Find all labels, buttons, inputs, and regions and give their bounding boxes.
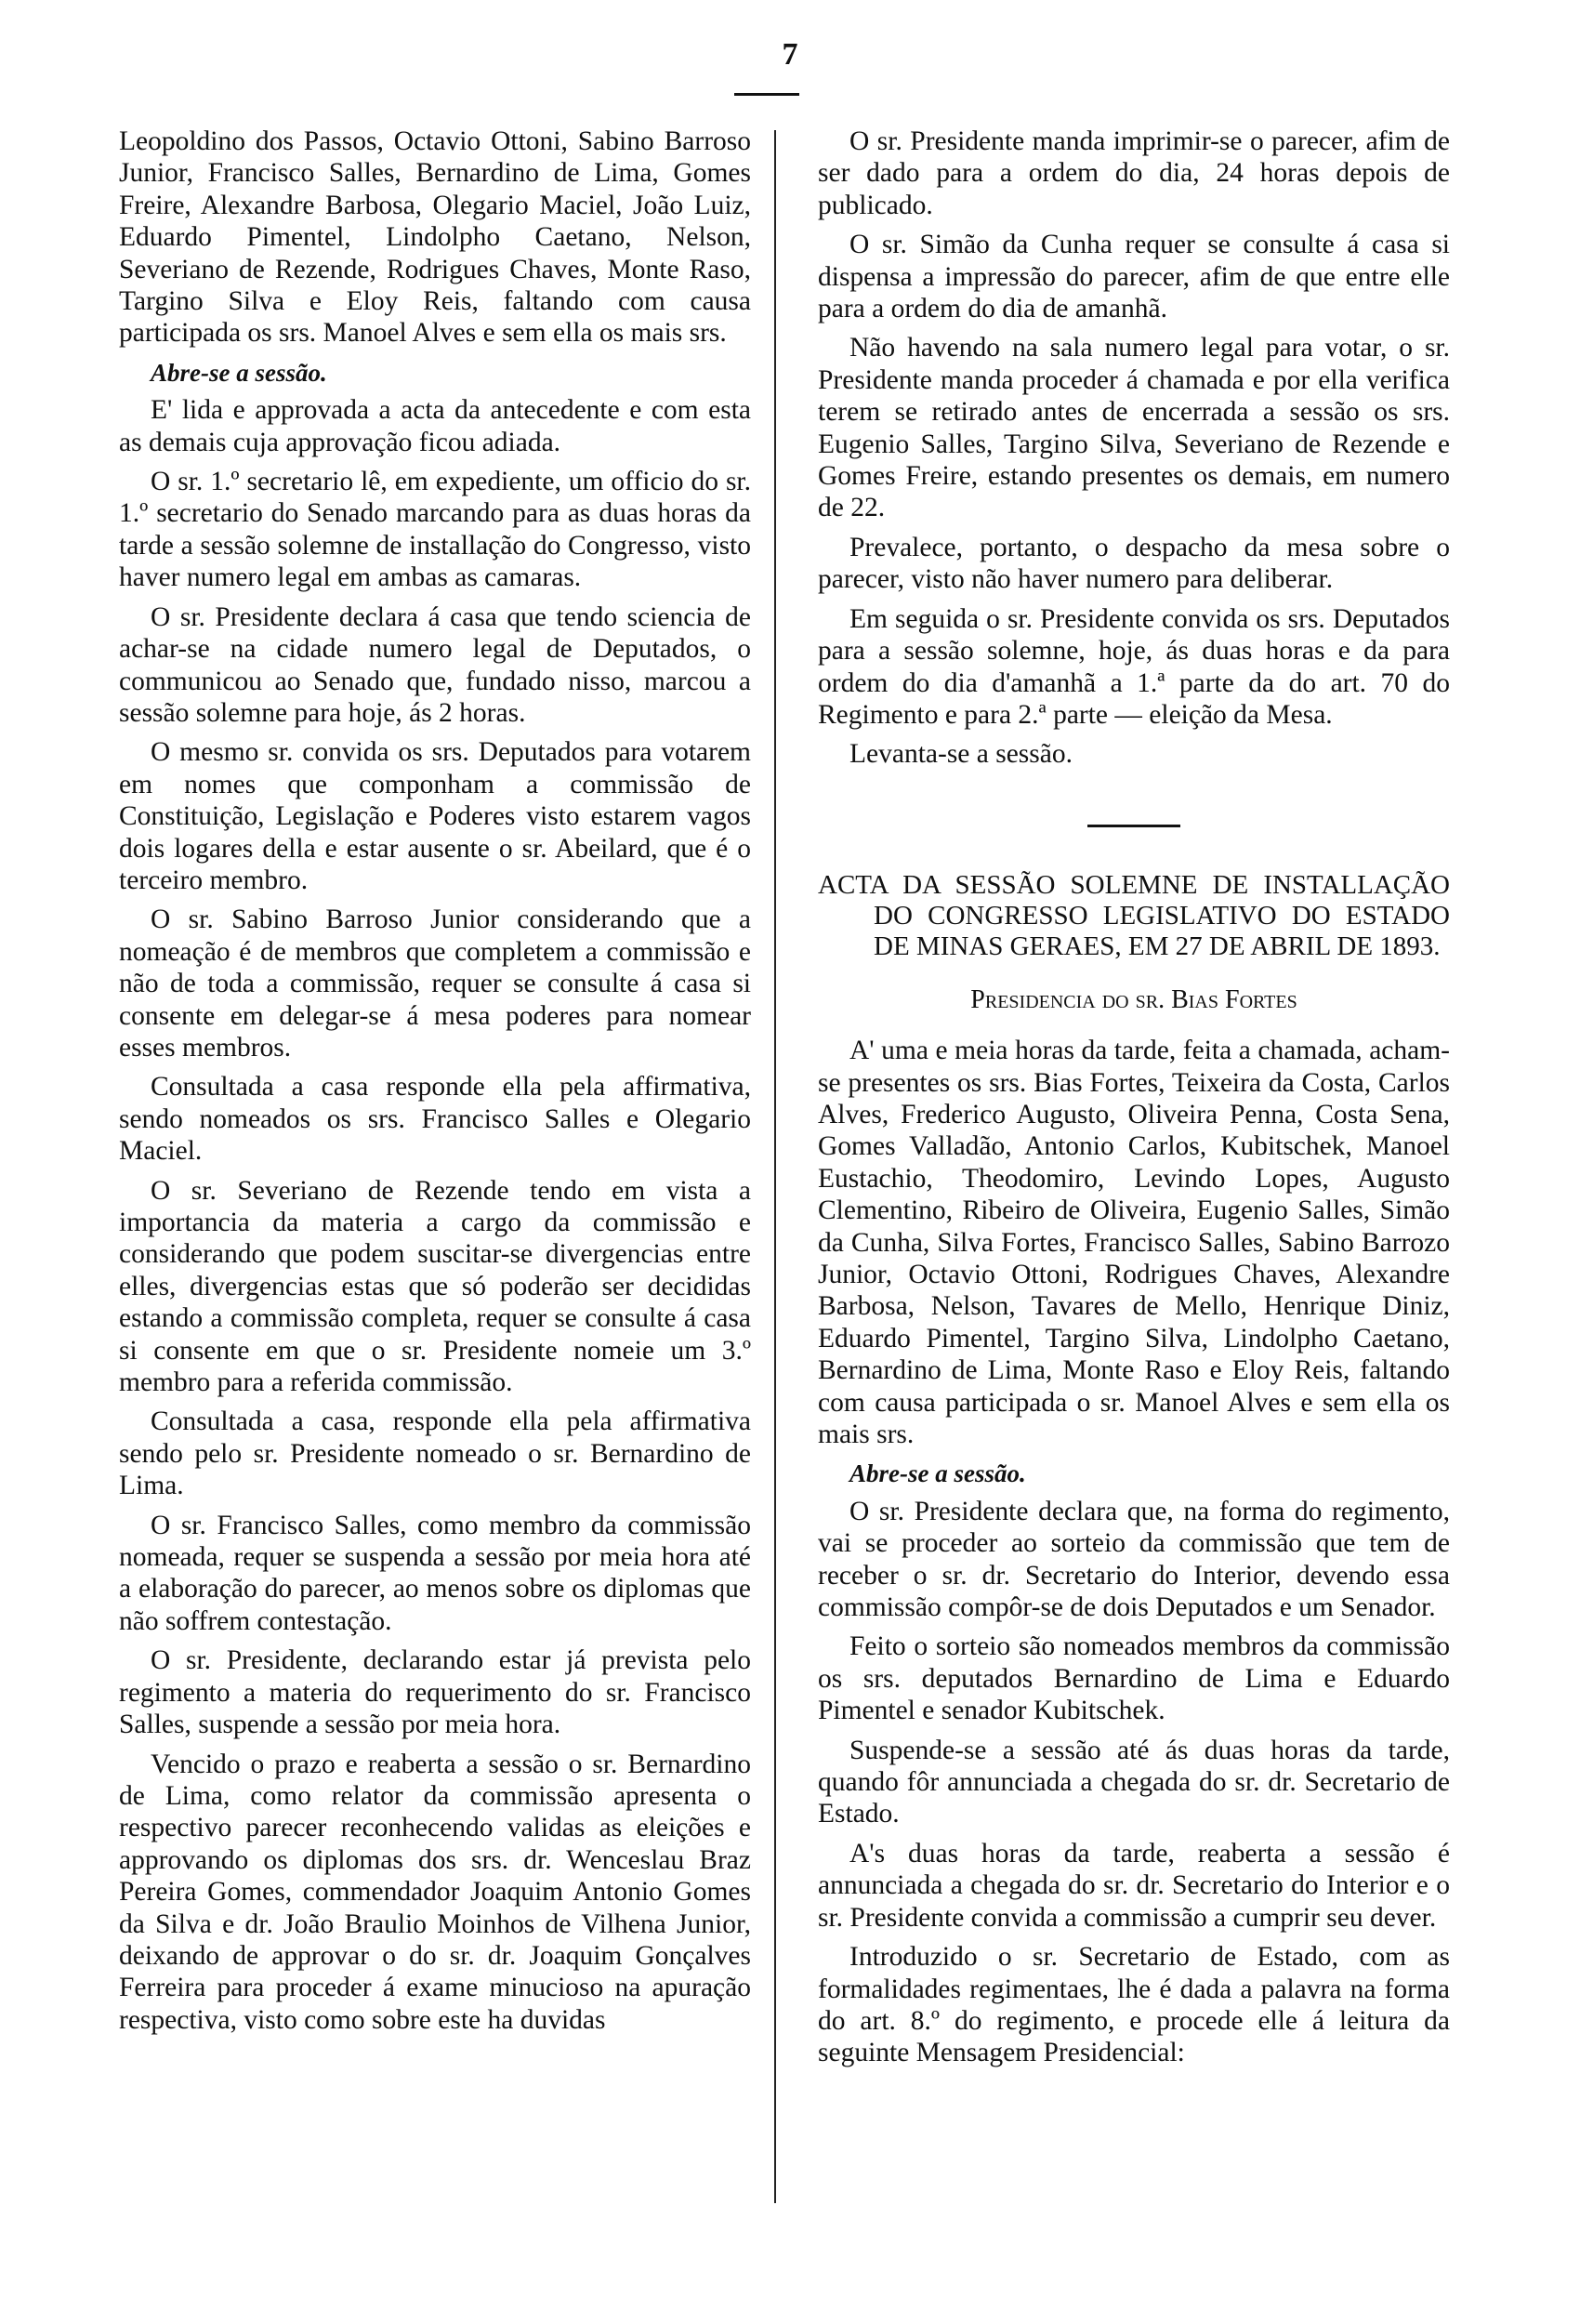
paragraph: A' uma e meia horas da tarde, feita a chamada, acham-se presentes os srs. Bias Fortes, Teixeira da Costa, Carlos Alves, Frederico Augusto, Oliveira Penna, Costa Sena, Gomes Valladão, Antonio Carlos, Kubitschek, Manoel Eustachio, Theodomiro, Levindo Lopes, Augusto Clementino, Ribeiro de Oliveira, Eugenio Salles, Simão da Cunha, Silva Fortes, Francisco Salles, Sabino Barrozo Junior, Octavio Ottoni, Rodrigues Chaves, Alexandre Barbosa, Nelson, Tavares de Mello, Henrique Diniz, Eduardo Pimentel, Targino Silva, Lindolpho Caetano, Bernardino de Lima, Monte Raso e Eloy Reis, faltando com causa participada o sr. Manoel Alves e sem ella os mais srs. (818, 1036, 1450, 1449)
paragraph: A's duas horas da tarde, reaberta a sessão é annunciada a chegada do sr. dr. Secretario do Interior e o sr. Presidente convida a commissão a cumprir seu dever. (818, 1838, 1450, 1933)
paragraph: Feito o sorteio são nomeados membros da commissão os srs. deputados Bernardino de Lima e Eduardo Pimentel e senador Kubitschek. (818, 1631, 1450, 1726)
section-separator (1087, 825, 1180, 827)
paragraph: Introduzido o sr. Secretario de Estado, com as formalidades regimentaes, lhe é dada a palavra na forma do art. 8.º do regimento, e procede elle á leitura da seguinte Mensagem Presidencial: (818, 1942, 1450, 2068)
paragraph: O sr. Presidente manda imprimir-se o parecer, afim de ser dado para a ordem do dia, 24 horas depois de publicado. (818, 126, 1450, 220)
page-number: 7 (782, 37, 798, 72)
paragraph: O sr. Presidente, declarando estar já prevista pelo regimento a materia do requerimento do sr. Francisco Salles, suspende a sessão por meia hora. (119, 1645, 751, 1740)
paragraph: E' lida e approvada a acta da antecedente e com esta as demais cuja approvação ficou adiada. (119, 395, 751, 457)
left-column (119, 125, 751, 2043)
paragraph: Consultada a casa responde ella pela affirmativa, sendo nomeados os srs. Francisco Salles e Olegario Maciel. (119, 1072, 751, 1167)
act-title: ACTA DA SESSÃO SOLEMNE DE INSTALLAÇÃO DO CONGRESSO LEGISLATIVO DO ESTADO DE MINAS GERAES, EM 27 DE ABRIL DE 1893. (818, 869, 1450, 961)
paragraph: O sr. Simão da Cunha requer se consulte á casa si dispensa a impressão do parecer, afim de que entre elle para a ordem do dia de amanhã. (818, 230, 1450, 324)
paragraph: O sr. Francisco Salles, como membro da commissão nomeada, requer se suspenda a sessão por meia hora até a elaboração do parecer, ao menos sobre os diplomas que não soffrem contestação. (119, 1510, 751, 1636)
paragraph: Leopoldino dos Passos, Octavio Ottoni, Sabino Barroso Junior, Francisco Salles, Bernardino de Lima, Gomes Freire, Alexandre Barbosa, Olegario Maciel, João Luiz, Eduardo Pimentel, Lindolpho Caetano, Nelson, Severiano de Rezende, Rodrigues Chaves, Monte Raso, Targino Silva e Eloy Reis, faltando com causa participada os srs. Manoel Alves e sem ella os mais srs. (119, 126, 751, 349)
paragraph: O sr. Severiano de Rezende tendo em vista a importancia da materia a cargo da commissão e considerando que podem suscitar-se divergencias entre elles, divergencias estas que só poderão ser decididas estando a commissão completa, requer se consulte á casa si consente em que o sr. Presidente nomeie um 3.º membro para a referida commissão. (119, 1175, 751, 1398)
paragraph: Suspende-se a sessão até ás duas horas da tarde, quando fôr annunciada a chegada do sr. dr. Secretario de Estado. (818, 1735, 1450, 1829)
paragraph: Consultada a casa, responde ella pela affirmativa sendo pelo sr. Presidente nomeado o sr. Bernardino de Lima. (119, 1406, 751, 1501)
paragraph: O sr. 1.º secretario lê, em expediente, um officio do sr. 1.º secretario do Senado marcando para as duas horas da tarde a sessão solemne de installação do Congresso, visto haver numero legal em ambas as camaras. (119, 467, 751, 593)
paragraph: Prevalece, portanto, o despacho da mesa sobre o parecer, visto não haver numero para deliberar. (818, 532, 1450, 595)
right-column (818, 125, 1450, 2077)
paragraph: Abre-se a sessão. (151, 358, 327, 387)
paragraph: O mesmo sr. convida os srs. Deputados para votarem em nomes que componham a commissão de Constituição, Legislação e Poderes visto estarem vagos dois logares della e estar ausente o sr. Abeilard, que é o terceiro membro. (119, 737, 751, 895)
header-rule (734, 93, 799, 96)
paragraph: Levanta-se a sessão. (849, 739, 1073, 770)
column-divider (774, 130, 776, 2203)
paragraph: O sr. Presidente declara que, na forma do regimento, vai se proceder ao sorteio da commissão que tem de receber o sr. dr. Secretario do Interior, devendo essa commissão compôr-se de dois Deputados e um Senador. (818, 1496, 1450, 1623)
paragraph: Abre-se a sessão. (849, 1459, 1026, 1488)
paragraph: O sr. Presidente declara á casa que tendo sciencia de achar-se na cidade numero legal de Deputados, o communicou ao Senado que, fundado nisso, marcou a sessão solemne para hoje, ás 2 horas. (119, 601, 751, 728)
paragraph: Não havendo na sala numero legal para votar, o sr. Presidente manda proceder á chamada e por ella verifica terem se retirado antes de encerrada a sessão os srs. Eugenio Salles, Targino Silva, Severiano de Rezende e Gomes Freire, estando presentes os demais, em numero de 22. (818, 333, 1450, 523)
paragraph: Vencido o prazo e reaberta a sessão o sr. Bernardino de Lima, como relator da commissão apresenta o respectivo parecer reconhecendo validas as eleições e approvando os diplomas dos srs. dr. Wenceslau Braz Pereira Gomes, commendador Joaquim Antonio Gomes da Silva e dr. João Braulio Moinhos de Vilhena Junior, deixando de approvar o do sr. dr. Joaquim Gonçalves Ferreira para proceder á exame minucioso na apuração respectiva, visto como sobre este ha duvidas (119, 1749, 751, 2035)
paragraph: O sr. Sabino Barroso Junior considerando que a nomeação é de membros que completem a commissão e não de toda a commissão, requer se consulte á casa si consente em delegar-se á mesa poderes para nomear esses membros. (119, 905, 751, 1063)
presidencia-heading: Presidencia do sr. Bias Fortes (970, 984, 1297, 1014)
paragraph: Em seguida o sr. Presidente convida os srs. Deputados para a sessão solemne, hoje, ás duas horas e da para ordem do dia d'amanhã a 1.ª parte da do art. 70 do Regimento e para 2.ª parte — eleição da Mesa. (818, 603, 1450, 730)
